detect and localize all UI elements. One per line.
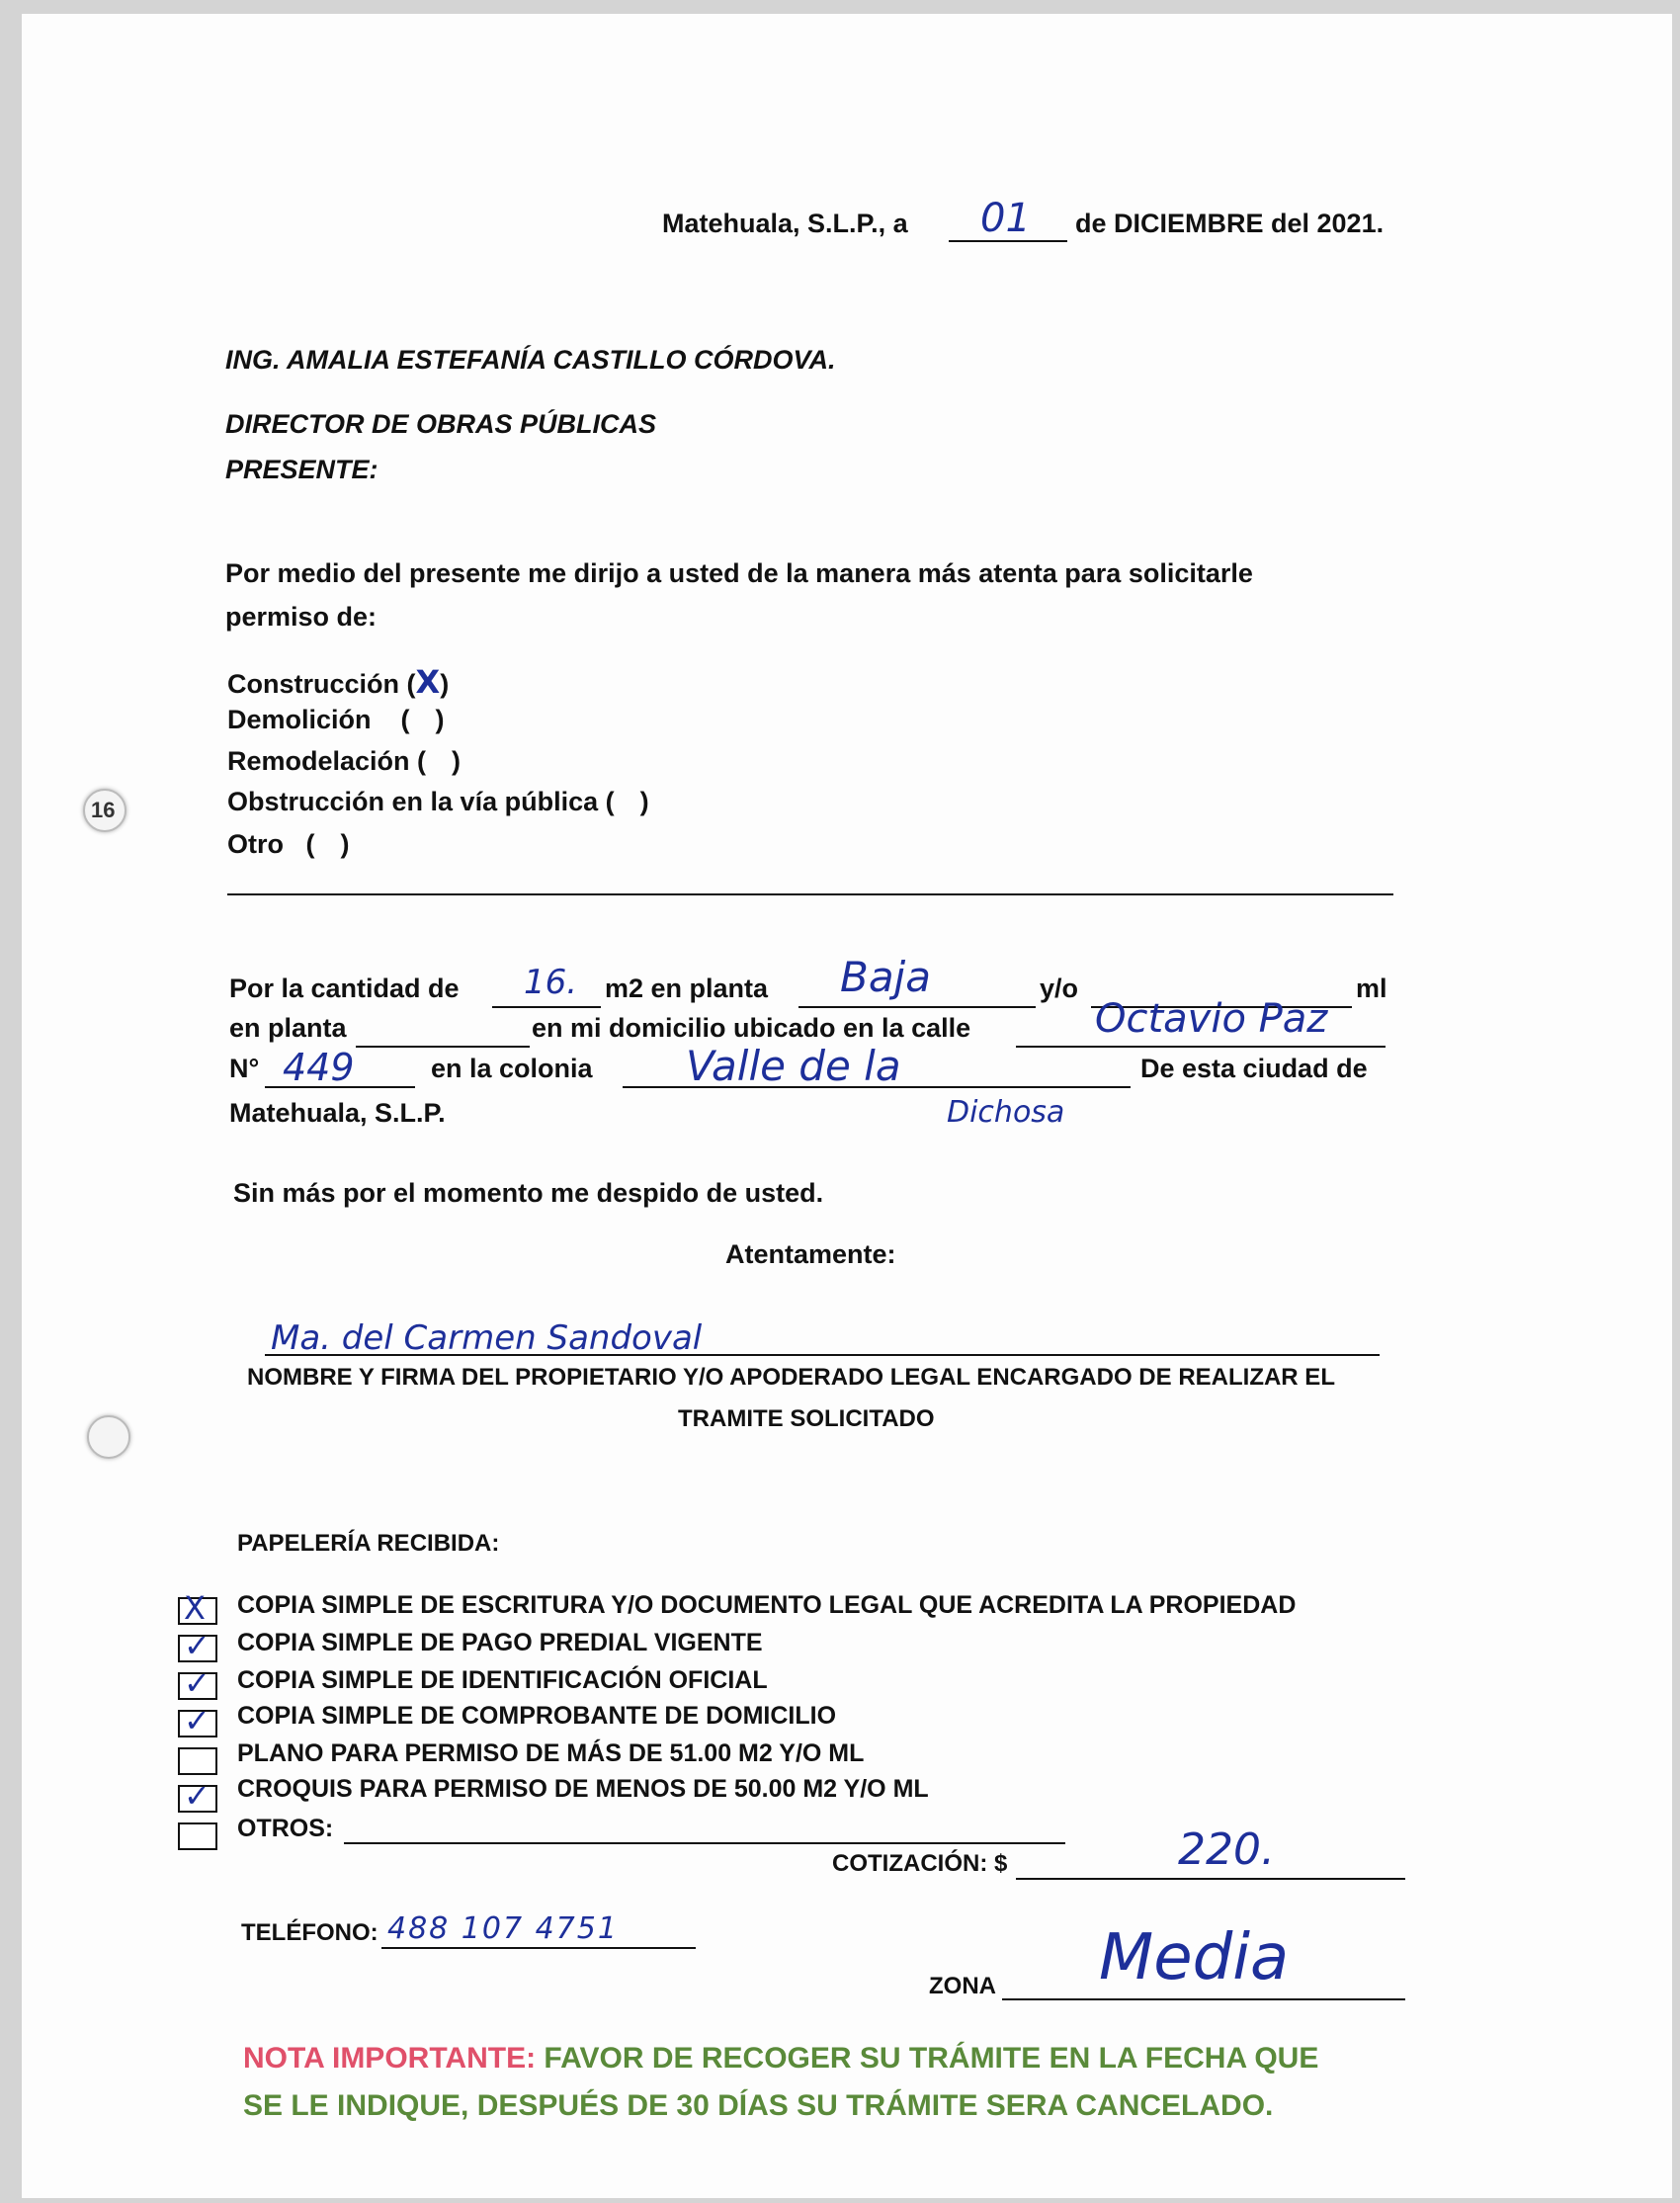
calle-value: Octavio Paz bbox=[1095, 996, 1328, 1042]
papeleria-title: PAPELERÍA RECIBIDA: bbox=[237, 1530, 500, 1557]
header-rest: de DICIEMBRE del 2021. bbox=[1075, 209, 1385, 238]
doc-item-predial: COPIA SIMPLE DE PAGO PREDIAL VIGENTE bbox=[237, 1629, 763, 1656]
doc-item-plano: PLANO PARA PERMISO DE MÁS DE 51.00 M2 Y/O ML bbox=[237, 1739, 865, 1767]
nota-text-1: FAVOR DE RECOGER SU TRÁMITE EN LA FECHA QUE bbox=[544, 2042, 1319, 2075]
header-place: Matehuala, S.L.P., a bbox=[662, 209, 908, 238]
lbl-ml: ml bbox=[1356, 974, 1387, 1003]
lbl-m2: m2 en planta bbox=[605, 974, 769, 1003]
intro-line-2: permiso de: bbox=[225, 602, 378, 632]
doc-item-identificacion: COPIA SIMPLE DE IDENTIFICACIÓN OFICIAL bbox=[237, 1666, 768, 1694]
option-close: ) bbox=[452, 746, 462, 776]
option-close: ) bbox=[340, 829, 350, 859]
otros-line bbox=[344, 1842, 1065, 1844]
cotizacion-line bbox=[1016, 1878, 1405, 1880]
check-mark: ✓ bbox=[184, 1664, 210, 1702]
option-obstruccion bbox=[227, 787, 649, 817]
en-planta-line bbox=[356, 1046, 530, 1048]
cotizacion-value: 220. bbox=[1178, 1824, 1275, 1875]
colonia-value: Valle de la bbox=[686, 1042, 901, 1090]
colonia-value-2: Dichosa bbox=[947, 1095, 1065, 1130]
cantidad-line bbox=[492, 1006, 601, 1008]
document-page bbox=[22, 14, 1672, 2198]
planta-line bbox=[798, 1006, 1036, 1008]
cantidad-value: 16. bbox=[524, 963, 578, 1002]
doc-checkbox-escritura[interactable] bbox=[178, 1589, 217, 1627]
lbl-cantidad: Por la cantidad de bbox=[229, 974, 460, 1003]
zona-line bbox=[1002, 1998, 1405, 2000]
no-value: 449 bbox=[283, 1046, 355, 1089]
lbl-ciudad: De esta ciudad de bbox=[1140, 1054, 1368, 1083]
option-label: Otro ( bbox=[227, 829, 315, 859]
hole-label: 16 bbox=[91, 798, 116, 822]
signature: Ma. del Carmen Sandoval bbox=[271, 1318, 703, 1358]
lbl-en-planta: en planta bbox=[229, 1013, 347, 1043]
doc-item-domicilio: COPIA SIMPLE DE COMPROBANTE DE DOMICILIO bbox=[237, 1702, 837, 1730]
option-label: Obstrucción en la vía pública ( bbox=[227, 787, 615, 816]
option-otro bbox=[227, 829, 350, 860]
doc-item-croquis: CROQUIS PARA PERMISO DE MENOS DE 50.00 M2 Y/O ML bbox=[237, 1775, 929, 1803]
sign-label-2: TRAMITE SOLICITADO bbox=[678, 1405, 935, 1432]
doc-checkbox-otros[interactable] bbox=[178, 1822, 217, 1850]
option-label: Demolición ( bbox=[227, 705, 410, 734]
lbl-city: Matehuala, S.L.P. bbox=[229, 1098, 446, 1128]
option-label: Construcción ( bbox=[227, 669, 416, 699]
punch-hole-top bbox=[83, 789, 126, 832]
option-close: ) bbox=[435, 705, 445, 734]
option-close: ) bbox=[440, 669, 450, 699]
cotizacion-label: COTIZACIÓN: $ bbox=[832, 1850, 1008, 1877]
intro-line-1: Por medio del presente me dirijo a usted de la manera más atenta para solicitarle bbox=[225, 558, 1253, 588]
doc-checkbox-domicilio[interactable] bbox=[178, 1702, 217, 1739]
calle-line bbox=[1016, 1046, 1386, 1048]
atentamente-text: Atentamente: bbox=[725, 1239, 896, 1269]
lbl-no: N° bbox=[229, 1054, 260, 1083]
lbl-colonia: en la colonia bbox=[431, 1054, 593, 1083]
lbl-yo: y/o bbox=[1040, 974, 1079, 1003]
check-mark: ✓ bbox=[184, 1702, 210, 1739]
doc-checkbox-identificacion[interactable] bbox=[178, 1664, 217, 1702]
doc-item-escritura: COPIA SIMPLE DE ESCRITURA Y/O DOCUMENTO LEGAL QUE ACREDITA LA PROPIEDAD bbox=[237, 1591, 1297, 1619]
doc-checkbox-plano[interactable] bbox=[178, 1747, 217, 1775]
lbl-domicilio: en mi domicilio ubicado en la calle bbox=[532, 1013, 971, 1043]
option-mark: X bbox=[415, 663, 441, 701]
option-construccion bbox=[227, 663, 449, 701]
check-mark: X bbox=[184, 1589, 206, 1627]
check-mark: ✓ bbox=[184, 1777, 210, 1815]
option-close: ) bbox=[639, 787, 649, 816]
telefono-line bbox=[381, 1947, 696, 1949]
option-label: Remodelación ( bbox=[227, 746, 427, 776]
doc-item-otros: OTROS: bbox=[237, 1815, 334, 1842]
telefono-value: 488 107 4751 bbox=[387, 1911, 619, 1946]
doc-checkbox-predial[interactable] bbox=[178, 1627, 217, 1664]
planta-value: Baja bbox=[840, 953, 931, 1001]
telefono-label: TELÉFONO: bbox=[241, 1919, 378, 1946]
punch-hole-bottom bbox=[87, 1415, 130, 1459]
option-demolicion bbox=[227, 705, 445, 735]
day-value: 01 bbox=[980, 196, 1031, 241]
zona-value: Media bbox=[1099, 1921, 1290, 1994]
addressee-title: DIRECTOR DE OBRAS PÚBLICAS bbox=[225, 409, 657, 439]
addressee-greeting: PRESENTE: bbox=[225, 455, 378, 484]
nota-line-1 bbox=[243, 2042, 1318, 2076]
zona-label: ZONA bbox=[929, 1973, 996, 1999]
addressee-name: ING. AMALIA ESTEFANÍA CASTILLO CÓRDOVA. bbox=[225, 345, 836, 375]
sign-label-1: NOMBRE Y FIRMA DEL PROPIETARIO Y/O APODERADO LEGAL ENCARGADO DE REALIZAR EL bbox=[247, 1364, 1335, 1391]
check-mark: ✓ bbox=[184, 1627, 210, 1664]
otro-line bbox=[227, 893, 1393, 895]
doc-checkbox-croquis[interactable] bbox=[178, 1777, 217, 1815]
nota-text-2: SE LE INDIQUE, DESPUÉS DE 30 DÍAS SU TRÁMITE SERA CANCELADO. bbox=[243, 2089, 1274, 2122]
option-remodelacion bbox=[227, 746, 461, 777]
signature-line bbox=[265, 1354, 1380, 1356]
farewell-text: Sin más por el momento me despido de usted. bbox=[233, 1178, 824, 1208]
nota-label: NOTA IMPORTANTE: bbox=[243, 2042, 537, 2075]
